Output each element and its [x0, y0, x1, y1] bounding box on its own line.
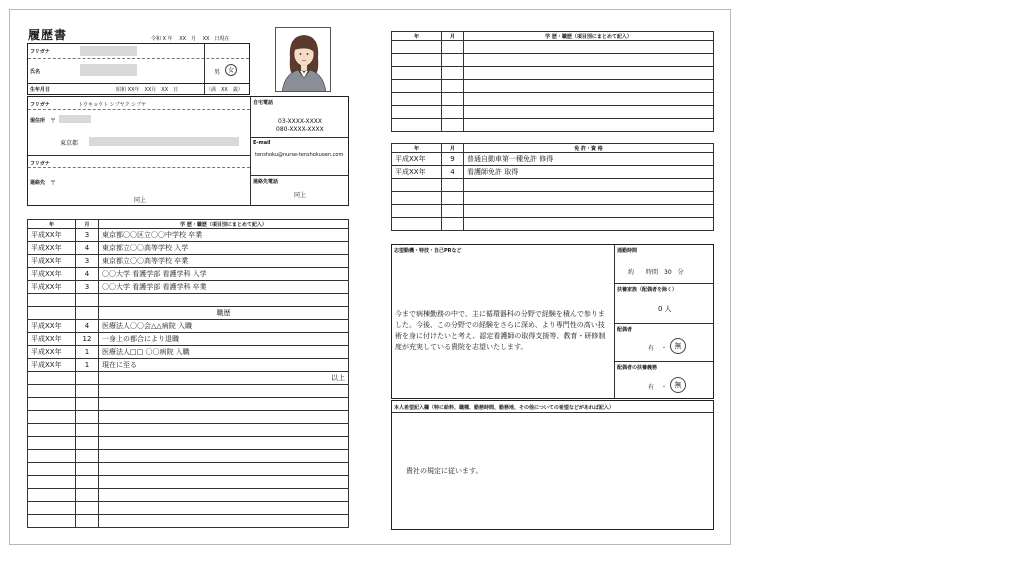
- phone-label: 自宅電話: [253, 100, 274, 106]
- contact-phone-label: 連絡先電話: [253, 179, 279, 185]
- history-text: 東京都立〇〇高等学校 入学: [99, 242, 349, 255]
- history-row: [28, 372, 349, 385]
- history-year: 平成XX年: [28, 359, 76, 372]
- history-row: [28, 333, 349, 346]
- license-month: [442, 179, 464, 192]
- history2-cell: [442, 54, 464, 67]
- spouse-duty-label: 配偶者の扶養義務: [617, 365, 658, 371]
- birth-label: 生年月日: [30, 87, 51, 93]
- license-month: 9: [442, 153, 464, 166]
- history-text: 医療法人□□ 〇〇病院 入職: [99, 346, 349, 359]
- history2-row: [392, 54, 714, 67]
- license-row: [392, 192, 714, 205]
- address-label: 現住所: [30, 118, 46, 124]
- history-month: 12: [76, 333, 99, 346]
- contact-value: 同上: [134, 197, 147, 204]
- license-year: 平成XX年: [392, 166, 442, 179]
- history-year: [28, 515, 76, 528]
- history-month: [76, 463, 99, 476]
- history-month: 1: [76, 346, 99, 359]
- history-month: [76, 424, 99, 437]
- history-year: [28, 294, 76, 307]
- history-month: 3: [76, 255, 99, 268]
- history-year: [28, 372, 76, 385]
- date-line: 令和 X 年 XX 月 XX 日現在: [151, 36, 230, 42]
- history-month: [76, 372, 99, 385]
- history2-col-content: 学 歴・職歴（項目別にまとめて記入）: [464, 32, 714, 41]
- license-month: [442, 218, 464, 231]
- motivation-body: 今まで病棟勤務の中で、主に循環器科の分野で経験を積んで参りました。今後、この分野での経験をさらに深め、より専門性の高い技術を身に付けたいと考え、認定看護師の取得支援等、教育・研修制度が充実している貴院を志望いたします。: [395, 310, 606, 351]
- history2-cell: [464, 67, 714, 80]
- gender-male[interactable]: 男: [214, 69, 221, 76]
- license-col-year: 年: [392, 144, 442, 153]
- history2-cell: [442, 80, 464, 93]
- history-row: [28, 411, 349, 424]
- license-month: [442, 192, 464, 205]
- license-text: [464, 192, 714, 205]
- history2-row: [392, 80, 714, 93]
- history-row: [28, 398, 349, 411]
- history-text: 一身上の都合により退職: [99, 333, 349, 346]
- history-month: [76, 307, 99, 320]
- history-header-row: [28, 220, 349, 229]
- dependents-value: 0 人: [658, 305, 672, 313]
- history-year: [28, 489, 76, 502]
- history-year: 平成XX年: [28, 333, 76, 346]
- history-text: [99, 385, 349, 398]
- history-month: [76, 437, 99, 450]
- history-col-year: 年: [28, 220, 76, 229]
- history-year: [28, 476, 76, 489]
- addr-furigana-value: トウキョウト シブヤク シブヤ: [78, 102, 147, 108]
- license-year: [392, 179, 442, 192]
- spouse-label: 配偶者: [617, 327, 633, 333]
- history-row: [28, 281, 349, 294]
- history-month: [76, 385, 99, 398]
- license-month: 4: [442, 166, 464, 179]
- phone-2: 080-XXXX-XXXX: [276, 126, 324, 133]
- spouse-duty-sep: ・: [661, 384, 668, 391]
- furigana-label: フリガナ: [30, 49, 50, 55]
- history-year: [28, 502, 76, 515]
- email-value: tenshoku@nurse-tenshokuoen.com: [255, 152, 344, 158]
- history-month: 4: [76, 320, 99, 333]
- commute-value: 約 時間 30 分: [628, 269, 684, 276]
- history-text: 東京都〇〇区立〇〇中学校 卒業: [99, 229, 349, 242]
- address-redacted: [89, 137, 239, 146]
- history2-col-year: 年: [392, 32, 442, 41]
- history-col-month: 月: [76, 220, 99, 229]
- history-year: [28, 424, 76, 437]
- history-row: [28, 359, 349, 372]
- history-year: 平成XX年: [28, 346, 76, 359]
- history-row: [28, 450, 349, 463]
- furigana-row: [28, 44, 249, 59]
- history2-cell: [464, 106, 714, 119]
- history2-row: [392, 41, 714, 54]
- history2-row: [392, 93, 714, 106]
- history-text: 東京都立〇〇高等学校 卒業: [99, 255, 349, 268]
- license-year: [392, 192, 442, 205]
- contact-phone-value: 同上: [294, 192, 307, 199]
- license-text: 普通自動車第一種免許 修得: [464, 153, 714, 166]
- history-month: 1: [76, 359, 99, 372]
- contact-postal: 〒: [50, 180, 57, 187]
- history2-cell: [392, 41, 442, 54]
- history-text: [99, 294, 349, 307]
- history-year: [28, 385, 76, 398]
- history-year: [28, 398, 76, 411]
- photo-frame: [275, 27, 331, 92]
- wishes-label: 本人希望記入欄（特に給料、職種、勤務時間、勤務地、その他についての希望などがあれば記入）: [394, 405, 614, 411]
- history-year: [28, 437, 76, 450]
- history2-header-row: [392, 32, 714, 41]
- history2-cell: [442, 67, 464, 80]
- history-text: 医療法人〇〇会△△病院 入職: [99, 320, 349, 333]
- history2-table: [391, 31, 714, 132]
- birth-value: 昭和 XX年 XX月 XX 日: [116, 87, 179, 93]
- history2-cell: [392, 54, 442, 67]
- history-month: [76, 515, 99, 528]
- history-year: 平成XX年: [28, 229, 76, 242]
- name-redacted: [80, 64, 137, 76]
- license-table: [391, 143, 714, 231]
- license-row: [392, 153, 714, 166]
- history-text: 職歴: [99, 307, 349, 320]
- history-month: [76, 294, 99, 307]
- resume-sheet: [9, 9, 731, 545]
- history-year: [28, 450, 76, 463]
- history2-cell: [392, 106, 442, 119]
- license-year: [392, 218, 442, 231]
- wishes-block: [391, 400, 714, 530]
- gender-female-circled[interactable]: 女: [225, 64, 237, 76]
- license-month: [442, 205, 464, 218]
- license-row: [392, 166, 714, 179]
- history-text: [99, 450, 349, 463]
- history-text: [99, 398, 349, 411]
- history-year: [28, 411, 76, 424]
- email-label: E-mail: [253, 140, 271, 146]
- postal-mark: 〒: [50, 118, 57, 125]
- history-text: [99, 515, 349, 528]
- history-row: [28, 489, 349, 502]
- history-row: [28, 320, 349, 333]
- history-month: 3: [76, 281, 99, 294]
- license-row: [392, 218, 714, 231]
- address-value: 東京都: [60, 140, 79, 147]
- history2-cell: [464, 54, 714, 67]
- history2-cell: [392, 119, 442, 132]
- history2-cell: [392, 80, 442, 93]
- motivation-block: [391, 244, 714, 399]
- contact-label: 連絡先: [30, 180, 46, 186]
- history-row: [28, 502, 349, 515]
- furigana-redacted: [80, 46, 137, 56]
- spouse-no-circled[interactable]: 無: [670, 338, 686, 354]
- history-col-content: 学 歴・職歴（項目別にまとめて記入）: [99, 220, 349, 229]
- age-value: （満 XX 歳）: [206, 87, 243, 93]
- resume-title: 履歴書: [28, 28, 68, 42]
- wishes-body: 貴社の規定に従います。: [406, 467, 483, 475]
- history-text: 〇〇大学 看護学部 看護学科 入学: [99, 268, 349, 281]
- history-row: [28, 424, 349, 437]
- history-month: 3: [76, 229, 99, 242]
- license-year: 平成XX年: [392, 153, 442, 166]
- history-row: [28, 294, 349, 307]
- history-row: [28, 307, 349, 320]
- history2-cell: [464, 80, 714, 93]
- history2-cell: [392, 93, 442, 106]
- history-text: [99, 502, 349, 515]
- addr-furigana-label: フリガナ: [30, 102, 50, 108]
- history-text: [99, 437, 349, 450]
- license-text: [464, 179, 714, 192]
- history2-cell: [442, 106, 464, 119]
- license-text: [464, 205, 714, 218]
- person-photo-icon: [276, 28, 331, 92]
- history2-cell: [464, 93, 714, 106]
- history2-cell: [392, 67, 442, 80]
- address-block: [27, 96, 349, 206]
- dependents-label: 扶養家族（配偶者を除く）: [617, 287, 678, 293]
- history-month: [76, 411, 99, 424]
- history-row: [28, 437, 349, 450]
- history-row: [28, 476, 349, 489]
- history2-row: [392, 119, 714, 132]
- history-month: [76, 476, 99, 489]
- spouse-duty-yes[interactable]: 有: [648, 384, 655, 391]
- history2-cell: [464, 119, 714, 132]
- spouse-duty-no-circled[interactable]: 無: [670, 377, 686, 393]
- history-year: [28, 463, 76, 476]
- history-text: [99, 424, 349, 437]
- history-text: 〇〇大学 看護学部 看護学科 卒業: [99, 281, 349, 294]
- history-row: [28, 346, 349, 359]
- license-text: 看護師免許 取得: [464, 166, 714, 179]
- history-row: [28, 255, 349, 268]
- history-month: 4: [76, 268, 99, 281]
- phone-1: 03-XXXX-XXXX: [278, 118, 322, 125]
- history2-row: [392, 106, 714, 119]
- history-text: 以上: [99, 372, 349, 385]
- motivation-label: 志望動機・特技・自己PRなど: [394, 248, 462, 254]
- history-month: [76, 502, 99, 515]
- history-table: [27, 219, 349, 528]
- history-year: 平成XX年: [28, 268, 76, 281]
- history-year: [28, 307, 76, 320]
- history-year: 平成XX年: [28, 255, 76, 268]
- license-row: [392, 179, 714, 192]
- history2-col-month: 月: [442, 32, 464, 41]
- postal-redacted: [59, 115, 91, 123]
- license-col-month: 月: [442, 144, 464, 153]
- history-text: [99, 476, 349, 489]
- history-year: 平成XX年: [28, 320, 76, 333]
- history-row: [28, 515, 349, 528]
- license-col-content: 免 許・資 格: [464, 144, 714, 153]
- birth-row: [27, 83, 250, 95]
- history-month: 4: [76, 242, 99, 255]
- history-row: [28, 385, 349, 398]
- history-row: [28, 463, 349, 476]
- license-text: [464, 218, 714, 231]
- history-row: [28, 229, 349, 242]
- history-month: [76, 450, 99, 463]
- history2-cell: [464, 41, 714, 54]
- license-row: [392, 205, 714, 218]
- history-year: 平成XX年: [28, 242, 76, 255]
- history-month: [76, 398, 99, 411]
- contact-furigana-label: フリガナ: [30, 161, 50, 167]
- history-text: [99, 489, 349, 502]
- history-row: [28, 268, 349, 281]
- commute-label: 通勤時間: [617, 248, 638, 254]
- spouse-yes[interactable]: 有: [648, 345, 655, 352]
- history-row: [28, 242, 349, 255]
- history-month: [76, 489, 99, 502]
- name-label: 氏名: [30, 69, 41, 75]
- license-header-row: [392, 144, 714, 153]
- history2-row: [392, 67, 714, 80]
- history-text: [99, 411, 349, 424]
- history2-cell: [442, 93, 464, 106]
- history2-cell: [442, 41, 464, 54]
- license-year: [392, 205, 442, 218]
- history-text: [99, 463, 349, 476]
- history2-cell: [442, 119, 464, 132]
- history-year: 平成XX年: [28, 281, 76, 294]
- history-text: 現在に至る: [99, 359, 349, 372]
- spouse-sep: ・: [661, 345, 668, 352]
